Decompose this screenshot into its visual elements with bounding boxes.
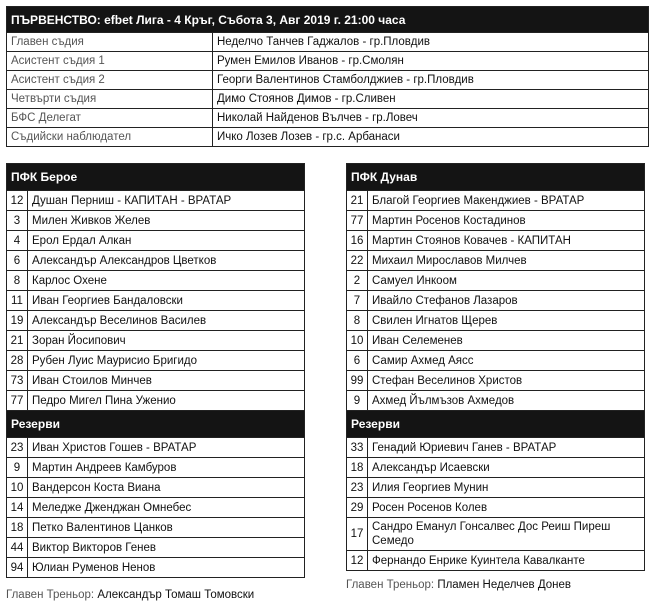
official-name: Ичко Лозев Лозев - гр.с. Арбанаси — [213, 128, 649, 147]
player-number: 14 — [7, 498, 28, 518]
player-row — [347, 351, 645, 371]
player-row — [7, 311, 305, 331]
reserve-row — [7, 538, 305, 558]
coach-dunav — [346, 579, 571, 591]
player-row — [7, 291, 305, 311]
player-name: Вандерсон Коста Виана — [28, 478, 305, 498]
reserve-row — [7, 498, 305, 518]
official-name: Румен Емилов Иванов - гр.Смолян — [213, 52, 649, 71]
reserve-row — [347, 438, 645, 458]
reserves-header: Резерви — [347, 411, 645, 438]
player-name: Росен Росенов Колев — [368, 498, 645, 518]
player-name: Александър Александров Цветков — [28, 251, 305, 271]
official-row — [7, 33, 649, 52]
player-name: Иван Селеменев — [368, 331, 645, 351]
reserve-row — [7, 458, 305, 478]
player-number: 8 — [7, 271, 28, 291]
player-row — [347, 391, 645, 411]
player-row — [7, 211, 305, 231]
official-row — [7, 90, 649, 109]
official-name: Неделчо Танчев Гаджалов - гр.Пловдив — [213, 33, 649, 52]
player-number: 9 — [7, 458, 28, 478]
player-name: Юлиан Руменов Ненов — [28, 558, 305, 578]
coach-label: Главен Треньор: — [346, 579, 435, 591]
player-name: Самуел Инкоом — [368, 271, 645, 291]
team-name: ПФК Дунав — [347, 164, 645, 191]
player-name: Меледже Дженджан Омнебес — [28, 498, 305, 518]
player-row — [7, 191, 305, 211]
player-number: 77 — [7, 391, 28, 411]
coach-name: Александър Томаш Томовски — [97, 589, 255, 601]
player-number: 73 — [7, 371, 28, 391]
official-role: Четвърти съдия — [7, 90, 213, 109]
player-number: 17 — [347, 518, 368, 551]
player-name: Стефан Веселинов Христов — [368, 371, 645, 391]
player-name: Благой Георгиев Макенджиев - ВРАТАР — [368, 191, 645, 211]
player-row — [7, 371, 305, 391]
player-name: Виктор Викторов Генев — [28, 538, 305, 558]
official-role: Главен съдия — [7, 33, 213, 52]
team-name: ПФК Берое — [7, 164, 305, 191]
reserve-row — [7, 438, 305, 458]
official-row — [7, 71, 649, 90]
player-number: 4 — [7, 231, 28, 251]
player-number: 99 — [347, 371, 368, 391]
player-name: Милен Живков Желев — [28, 211, 305, 231]
player-name: Иван Христов Гошев - ВРАТАР — [28, 438, 305, 458]
reserves-header: Резерви — [7, 411, 305, 438]
team-beroe-table — [6, 163, 305, 578]
player-number: 18 — [347, 458, 368, 478]
reserve-row — [347, 518, 645, 551]
player-name: Фернандо Енрике Куинтела Кавалканте — [368, 551, 645, 571]
reserve-row — [7, 558, 305, 578]
player-name: Петко Валентинов Цанков — [28, 518, 305, 538]
player-row — [7, 251, 305, 271]
player-name: Александър Веселинов Василев — [28, 311, 305, 331]
player-name: Александър Исаевски — [368, 458, 645, 478]
player-number: 8 — [347, 311, 368, 331]
player-number: 29 — [347, 498, 368, 518]
player-name: Генадий Юриевич Ганев - ВРАТАР — [368, 438, 645, 458]
player-name: Карлос Охене — [28, 271, 305, 291]
officials-table — [6, 6, 649, 147]
player-number: 23 — [7, 438, 28, 458]
player-name: Зоран Йосипович — [28, 331, 305, 351]
player-name: Самир Ахмед Аясс — [368, 351, 645, 371]
reserve-row — [347, 498, 645, 518]
player-number: 10 — [347, 331, 368, 351]
official-role: Асистент съдия 1 — [7, 52, 213, 71]
player-name: Ерол Ердал Алкан — [28, 231, 305, 251]
player-name: Душан Перниш - КАПИТАН - ВРАТАР — [28, 191, 305, 211]
player-row — [347, 371, 645, 391]
official-role: Съдийски наблюдател — [7, 128, 213, 147]
player-number: 9 — [347, 391, 368, 411]
player-row — [347, 271, 645, 291]
player-name: Иван Стоилов Минчев — [28, 371, 305, 391]
official-row — [7, 128, 649, 147]
player-name: Иван Георгиев Бандаловски — [28, 291, 305, 311]
player-row — [347, 211, 645, 231]
match-header: ПЪРВЕНСТВО: efbet Лига - 4 Кръг, Събота 3, Авг 2019 г. 21:00 часа — [7, 7, 649, 33]
player-number: 21 — [7, 331, 28, 351]
player-name: Михаил Мирославов Милчев — [368, 251, 645, 271]
official-role: БФС Делегат — [7, 109, 213, 128]
player-number: 21 — [347, 191, 368, 211]
official-row — [7, 109, 649, 128]
player-row — [7, 271, 305, 291]
team-dunav-table — [346, 163, 645, 571]
player-number: 6 — [7, 251, 28, 271]
player-number: 3 — [7, 211, 28, 231]
player-number: 12 — [347, 551, 368, 571]
player-number: 19 — [7, 311, 28, 331]
official-name: Николай Найденов Вълчев - гр.Ловеч — [213, 109, 649, 128]
player-number: 10 — [7, 478, 28, 498]
coach-label: Главен Треньор: — [6, 589, 95, 601]
reserve-row — [347, 478, 645, 498]
player-row — [347, 191, 645, 211]
player-number: 77 — [347, 211, 368, 231]
reserve-row — [7, 518, 305, 538]
official-name: Димо Стоянов Димов - гр.Сливен — [213, 90, 649, 109]
official-row — [7, 52, 649, 71]
player-row — [7, 351, 305, 371]
reserve-row — [347, 551, 645, 571]
player-name: Рубен Луис Маурисио Бригидо — [28, 351, 305, 371]
reserve-row — [347, 458, 645, 478]
player-number: 6 — [347, 351, 368, 371]
player-number: 18 — [7, 518, 28, 538]
player-number: 2 — [347, 271, 368, 291]
player-name: Ивайло Стефанов Лазаров — [368, 291, 645, 311]
player-row — [347, 331, 645, 351]
player-row — [347, 291, 645, 311]
official-name: Георги Валентинов Стамболджиев - гр.Пловдив — [213, 71, 649, 90]
player-name: Ахмед Йълмъзов Ахмедов — [368, 391, 645, 411]
player-name: Сандро Еманул Гонсалвес Дос Реиш Пиреш Семедо — [368, 518, 645, 551]
official-role: Асистент съдия 2 — [7, 71, 213, 90]
player-name: Мартин Андреев Камбуров — [28, 458, 305, 478]
player-row — [347, 231, 645, 251]
player-number: 28 — [7, 351, 28, 371]
reserve-row — [7, 478, 305, 498]
player-number: 23 — [347, 478, 368, 498]
player-number: 12 — [7, 191, 28, 211]
player-number: 16 — [347, 231, 368, 251]
player-number: 11 — [7, 291, 28, 311]
coach-beroe — [6, 589, 254, 601]
player-name: Илия Георгиев Мунин — [368, 478, 645, 498]
player-number: 22 — [347, 251, 368, 271]
player-row — [7, 231, 305, 251]
player-number: 44 — [7, 538, 28, 558]
coach-name: Пламен Неделчев Донев — [437, 579, 572, 591]
player-name: Мартин Стоянов Ковачев - КАПИТАН — [368, 231, 645, 251]
player-name: Мартин Росенов Костадинов — [368, 211, 645, 231]
player-name: Педро Мигел Пина Ужениo — [28, 391, 305, 411]
player-row — [7, 391, 305, 411]
player-row — [347, 251, 645, 271]
player-row — [7, 331, 305, 351]
player-row — [347, 311, 645, 331]
player-number: 7 — [347, 291, 368, 311]
player-number: 94 — [7, 558, 28, 578]
player-number: 33 — [347, 438, 368, 458]
player-name: Свилен Игнатов Щерев — [368, 311, 645, 331]
